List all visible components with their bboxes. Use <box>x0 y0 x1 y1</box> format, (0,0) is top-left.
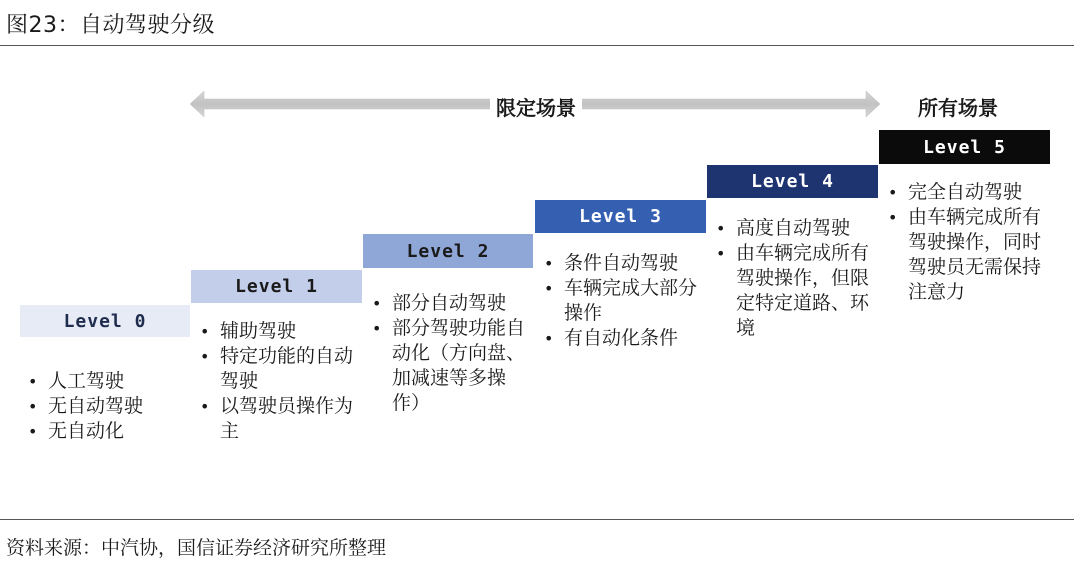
level-5-box <box>879 130 1050 164</box>
level-2-description-list <box>368 291 532 416</box>
level-4-item: • 高度自动驾驶 <box>712 216 876 241</box>
level-2-label: Level 2 <box>406 240 490 262</box>
level-3-description-list <box>540 251 706 351</box>
level-0-item: • 无自动化 <box>24 419 190 444</box>
level-1-label: Level 1 <box>235 276 318 297</box>
level-5-label: Level 5 <box>923 136 1006 158</box>
level-1-description-list <box>196 319 361 444</box>
level-5-description-list <box>884 180 1050 305</box>
level-5-item: • 完全自动驾驶 <box>884 180 1050 205</box>
source-note: 资料来源：中汽协，国信证券经济研究所整理 <box>6 537 387 559</box>
bottom-rule <box>0 519 1074 520</box>
level-1-box <box>191 270 362 303</box>
top-rule <box>0 45 1074 46</box>
level-1-item: • 辅助驾驶 <box>196 319 361 344</box>
figure-title: 图23：自动驾驶分级 <box>6 13 215 38</box>
level-5-item: • 由车辆完成所有驾驶操作，同时驾驶员无需保持注意力 <box>884 205 1050 305</box>
level-2-item: • 部分驾驶功能自动化（方向盘、加减速等多操作） <box>368 316 532 416</box>
all-scenario-label: 所有场景 <box>918 96 998 120</box>
level-3-box <box>535 200 706 233</box>
level-1-item: • 特定功能的自动驾驶 <box>196 344 361 394</box>
level-4-label: Level 4 <box>751 171 834 192</box>
level-0-label: Level 0 <box>63 310 147 332</box>
level-0-description-list <box>24 369 190 444</box>
level-3-label: Level 3 <box>579 206 662 227</box>
level-0-item: • 人工驾驶 <box>24 369 190 394</box>
limited-scenario-label: 限定场景 <box>490 92 582 121</box>
level-3-item: • 条件自动驾驶 <box>540 251 706 276</box>
level-0-box <box>20 305 190 337</box>
level-0-item: • 无自动驾驶 <box>24 394 190 419</box>
level-3-item: • 有自动化条件 <box>540 326 706 351</box>
level-4-box <box>707 165 878 198</box>
level-1-item: • 以驾驶员操作为主 <box>196 394 361 444</box>
level-4-description-list <box>712 216 876 341</box>
level-4-item: • 由车辆完成所有驾驶操作，但限定特定道路、环境 <box>712 241 876 341</box>
level-3-item: • 车辆完成大部分操作 <box>540 276 706 326</box>
level-2-item: • 部分自动驾驶 <box>368 291 532 316</box>
level-2-box <box>363 234 533 268</box>
